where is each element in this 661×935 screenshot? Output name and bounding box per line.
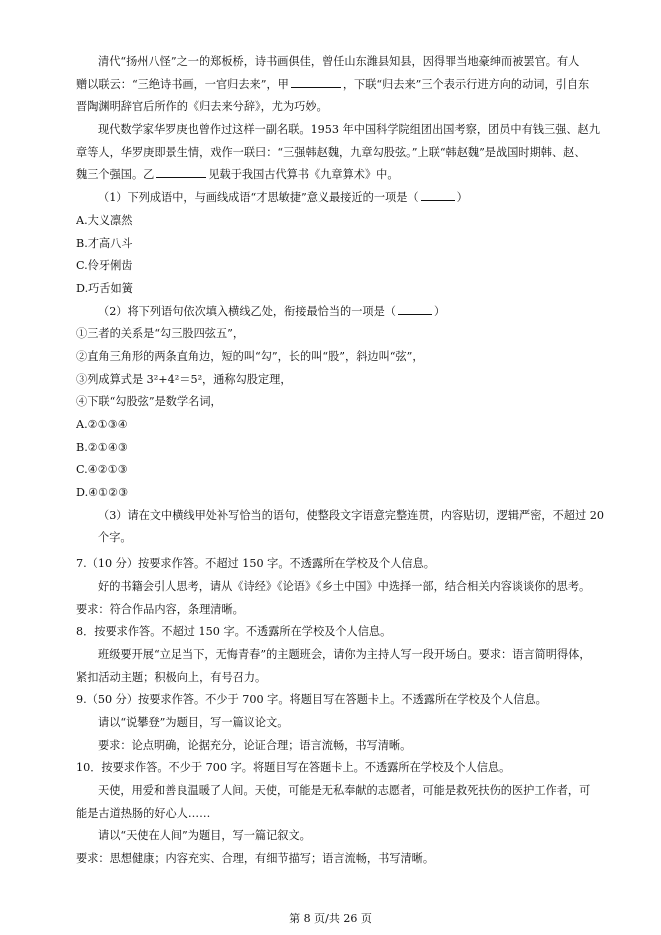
question-10-title: 10．按要求作答。不少于 700 字。将题目写在答题卡上。不透露所在学校及个人信息。 [76, 761, 511, 775]
question-9-title: 9.（50 分）按要求作答。不少于 700 字。将题目写在答题卡上。不透露所在学校及个人信息。 [76, 693, 547, 707]
question-8-line-1: 班级要开展“立足当下，无悔青春”的主题班会，请你为主持人写一段开场白。要求：语言简明得体， [98, 647, 591, 661]
paragraph-2-line-3 [76, 164, 606, 187]
question-2-item-3: ③列成算式是 3²+4²＝5²，通称勾股定理， [76, 372, 292, 386]
question-7-title: 7.（10 分）按要求作答。不超过 150 字。不透露所在学校及个人信息。 [76, 557, 435, 571]
paragraph-2-line-1: 现代数学家华罗庚也曾作过这样一副名联。1953 年中国科学院组团出国考察，团员中有钱三强、赵九 [98, 123, 600, 137]
question-2-stem-b: ） [434, 304, 446, 318]
question-1-option-d: D.巧舌如簧 [76, 281, 133, 295]
question-2-option-c: C.④②①③ [76, 463, 128, 477]
question-2-item-2: ②直角三角形的两条直角边，短的叫“勾”，长的叫“股”，斜边叫“弦”， [76, 349, 424, 363]
question-2-option-d: D.④①②③ [76, 486, 129, 500]
question-1-option-b: B.才高八斗 [76, 236, 133, 250]
question-1-option-a: A.大义凛然 [76, 213, 133, 227]
question-9-requirement: 要求：论点明确，论据充分，论证合理；语言流畅，书写清晰。 [98, 738, 412, 752]
blank-yi [156, 165, 206, 178]
question-2-item-1: ①三者的关系是“勾三股四弦五”， [76, 327, 245, 341]
paragraph-2-line-3-a: 魏三个强国。乙 [76, 168, 155, 182]
question-1-stem [76, 187, 606, 210]
paragraph-2-line-3-b: 见载于我国古代算书《九章算术》中。 [208, 168, 399, 182]
paragraph-1-line-2 [76, 74, 606, 97]
question-8-title: 8．按要求作答。不超过 150 字。不透露所在学校及个人信息。 [76, 625, 392, 639]
question-1-option-c: C.伶牙俐齿 [76, 259, 133, 273]
page-content [76, 51, 606, 871]
question-2-option-b: B.②①④③ [76, 440, 128, 454]
answer-blank-1 [421, 188, 455, 201]
question-10-line-1: 天使，用爱和善良温暖了人间。天使，可能是无私奉献的志愿者，可能是救死扶伤的医护工作者，可 [98, 784, 591, 797]
question-3-line-2: 个字。 [98, 531, 132, 545]
question-1-stem-b: ） [456, 191, 468, 205]
question-8-line-2: 紧扣活动主题；积极向上，有号召力。 [76, 670, 267, 684]
question-7-body: 好的书籍会引人思考，请从《诗经》《论语》《乡土中国》中选择一部，结合相关内容谈谈你的思考。 [98, 579, 591, 593]
paragraph-1-line-2-b: ，下联“归去来”三个表示行进方向的动词，引自东 [342, 77, 590, 91]
paragraph-1-line-1: 清代“扬州八怪”之一的郑板桥，诗书画俱佳，曾任山东潍县知县，因得罪当地豪绅而被罢官。有人 [98, 55, 580, 68]
question-1-stem-a: （1）下列成语中，与画线成语“才思敏捷”意义最接近的一项是（ [98, 191, 419, 205]
question-10-requirement: 要求：思想健康；内容充实、合理，有细节描写；语言流畅，书写清晰。 [76, 852, 435, 866]
question-10-body: 请以“天使在人间”为题目，写一篇记叙文。 [98, 829, 311, 843]
paragraph-2-line-2: 章等人，华罗庚即景生情，戏作一联曰：“三强韩赵魏，九章勾股弦。”上联“韩赵魏”是战国时期韩、赵、 [76, 145, 586, 159]
question-10-line-2: 能是古道热肠的好心人…… [76, 806, 211, 820]
page-footer: 第 8 页/共 26 页 [289, 912, 372, 925]
paragraph-1-line-2-a: 赠以联云：“三绝诗书画，一官归去来”，甲 [76, 77, 289, 91]
question-2-option-a: A.②①③④ [76, 418, 128, 431]
question-9-body: 请以“说攀登”为题目，写一篇议论文。 [98, 715, 289, 729]
question-2-stem [76, 301, 606, 324]
answer-blank-2 [398, 302, 432, 315]
blank-jia [291, 75, 341, 88]
question-2-stem-a: （2）将下列语句依次填入横线乙处，衔接最恰当的一项是（ [98, 304, 396, 318]
question-2-item-4: ④下联“勾股弦”是数学名词， [76, 395, 222, 409]
paragraph-1-line-3: 晋陶渊明辞官后所作的《归去来兮辞》，尤为巧妙。 [76, 100, 328, 114]
question-3-line-1: （3）请在文中横线甲处补写恰当的语句，使整段文字语意完整连贯，内容贴切，逻辑严密，不超过 20 [98, 508, 604, 522]
question-7-requirement: 要求：符合作品内容，条理清晰。 [76, 602, 244, 616]
